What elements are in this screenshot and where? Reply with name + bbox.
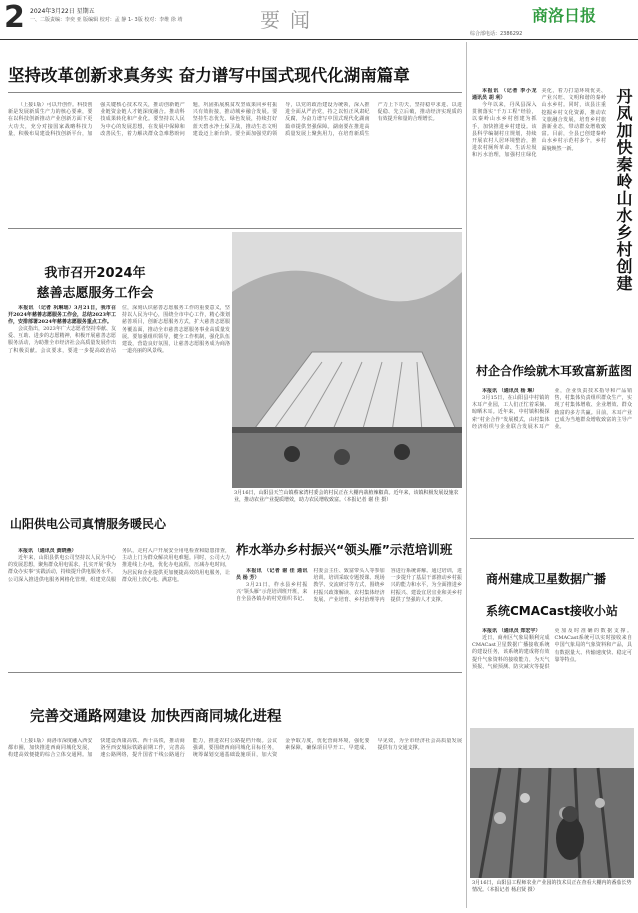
power-company-headline: 山阳供电公司真情服务暖民心 [10,517,167,531]
fungus-article-body: 本报讯 （通讯员 杨 琳） 3月15日，在山阳县中村镇的木耳产业园，工人们正忙着采摘、晾晒木耳。近年来，中村镇积极探索“村企合作”发展模式，由村集体经济组织与企业联合发展木耳产业，企业负责技术指导和产品销售，村集体负责组织群众生产，实现了村集体增收、企业增效、群众致富的多方共赢。目前，木耳产业已成为当地群众增收致富的主导产业。 [472,388,632,431]
editor-credits: 一、二版责编：李奕 亚 版编辑 校对：孟 静 1- 3版 校对：李维 徐 靖 [30,17,183,23]
tomato-photo-caption: 3月16日，山阳县工程师农业产业园的技术员正在查看大棚内的番茄长势情况。（本报记者 杨启贤 摄） [472,880,632,893]
training-headline: 柞水举办乡村振兴“领头雁”示范培训班 [236,542,453,557]
power-company-article-body: 本报讯 （通讯员 黄晓燕） 近年来，山阳县供电公司坚持以人民为中心的发展思想，聚焦群众用电需求，扎实开展“我为群众办实事”实践活动，持续提升供电服务水平。公司深入推进供电服务网格化管理，组建党员服务队，走村入户开展安全用电检查和隐患排查，主动上门为群众解决用电难题。同时，公司大力推进线上办电，优化办电流程，压减办电时间，为居民和企业提供更加便捷高效的用电服务，让群众用上放心电、满意电。 [8,548,230,583]
greenhouse-photo-caption: 3月16日，山阳县天竺山镇蔡家湾村委会的村民正在大棚内栽植辣椒苗。近年来，该镇积极发展设施农业，推动农业产业提质增效，助力农民增收致富。（本报记者 谢 佳 摄） [234,490,459,503]
cmacast-headline-line1: 商州建成卫星数据广播 [486,572,607,586]
page-number: 2 [4,0,25,35]
danfeng-headline: 丹凤加快秦岭山水乡村创建 [614,88,633,292]
cmacast-headline-line2: 系统CMACast接收小站 [486,604,618,618]
divider [470,538,634,539]
divider [8,228,462,229]
fungus-headline: 村企合作绘就木耳致富新蓝图 [476,364,633,378]
office-phone: 综合部电话：2386292 [470,31,523,37]
publish-date: 2024年3月22日 星期五 [30,8,95,15]
newspaper-logo: 商洛日报 [532,6,597,25]
training-article-body: 本报讯 （记者 谢 佳 通讯员 杨 芳） 3月21日，柞水县乡村振兴“领头雁”示范培训班开班，来自全县各镇办的村党组织书记、村委会主任、致富带头人等参加培训。培训采取专题授课、现场教学、交流研讨等方式，围绕乡村振兴政策解读、农村集体经济发展、产业培育、乡村治理等内容进行系统讲解。通过培训，进一步提升了基层干部推动乡村振兴的能力和水平，为全面推进乡村振兴、建设宜居宜业和美乡村提供了坚强的人才支撑。 [236,568,462,603]
transport-headline: 完善交通路网建设 加快西商同城化进程 [30,709,282,725]
divider [8,672,462,673]
danfeng-article-body: 本报讯 （记者 李小龙 通讯员 胡 利） 今年以来，丹凤县深入贯彻落实“千万工程”经验，以秦岭山水乡村创建为抓手，加快推进乡村建设。该县科学编制村庄规划，持续开展农村人居环境整治，推进农村厕所革命、生活垃圾和污水治理，加强村庄绿化美化，着力打造环境优美、产业兴旺、文明和谐的秦岭山水乡村。同时，该县注重挖掘乡村文化资源，推动农文旅融合发展，培育乡村旅游新业态，带动群众增收致富。目前，全县已创建秦岭山水乡村示范村多个，乡村面貌焕然一新。 [472,88,606,159]
section-title: 要闻 [260,8,320,32]
lead-headline: 坚持改革创新求真务实 奋力谱写中国式现代化湖南篇章 [8,66,410,85]
charity-headline-line2: 慈善志愿服务工作会 [36,286,154,301]
transport-article-body: （上接1版）商洛市深度融入西安都市圈，加快推进西商同城化发展，构建高效便捷的综合立体交通网。加快建设西康高铁、西十高铁，推动商洛至西安城际铁路前期工作，完善高速公路网络，提升国省干线公路通行能力，推进农村公路提档升级。会议强调，要围绕西商同城化目标任务，统筹谋划交通基础设施项目，加大资金争取力度，优化营商环境，强化要素保障，确保项目早开工、早建成、早见效，为全市经济社会高质量发展提供有力交通支撑。 [8,738,462,759]
divider [8,92,462,93]
tomato-greenhouse-photo [470,728,634,878]
cmacast-article-body: 本报讯 （通讯员 郑宏宇） 近日，商州区气象局顺利完成CMACast卫星数据广播接收系统的建设任务，该系统的建成将有效提升气象资料的接收能力，为天气预报、气候预测、防灾减灾等提供更加及时准确的数据支撑。CMACast系统可以实时接收来自中国气象局的气象资料和产品，具有数据量大、传输速度快、稳定可靠等特点。 [472,628,632,670]
lead-article-body: （上接1版）可以开创作。科技创新是发展新质生产力的核心要素，要在以科技创新推动产业创新方面下更大功夫，充分对接国家战略科技力量，积极布局建设科技创新平台，加强关键核心技术攻关，推动创新链产业链资金链人才链深度融合。推动科技成果转化和产业化。要坚持以人民为中心的发展思想，在发展中保障和改善民生，着力解决群众急难愁盼问题，巩固拓展脱贫攻坚成果同乡村振兴有效衔接，推动城乡融合发展。要坚持生态优先、绿色发展，持续打好蓝天碧水净土保卫战，推动生态文明建设迈上新台阶。要全面加强党的领导，以党的政治建设为统领，深入推进全面从严治党，持之以恒正风肃纪反腐，为奋力谱写中国式现代化湖南篇章提供坚强保障。湖南要在推进高质量发展上聚焦用力，在培育新质生产力上下功夫，坚持稳中求进、以进促稳、先立后破，推动经济实现质的有效提升和量的合理增长。 [8,102,462,137]
column-divider [466,42,467,908]
charity-article-body: 本报讯 （记者 巩琳瑶）3月21日，我市召开2024年慈善志愿服务工作会，总结2023年工作，安排部署2024年慈善志愿服务重点工作。 会议指出，2023年广大志愿者坚持奉献、友爱、互助、进步的志愿精神，积极开展慈善志愿服务活动，为助推全市经济社会高质量发展作出了积极贡献。会议要求，要进一步提高政治站位，深刻认识慈善志愿服务工作的重要意义，坚持以人民为中心，围绕全市中心工作，精心策划慈善项目，创新志愿服务方式，扩大慈善志愿服务覆盖面，推动全市慈善志愿服务事业高质量发展。要加强组织领导，健全工作机制，强化队伍建设，营造良好氛围，让慈善志愿服务成为商洛一道亮丽的风景线。 [8,305,230,355]
charity-headline-line1: 我市召开2024年 [44,266,146,281]
greenhouse-photo [232,232,462,488]
